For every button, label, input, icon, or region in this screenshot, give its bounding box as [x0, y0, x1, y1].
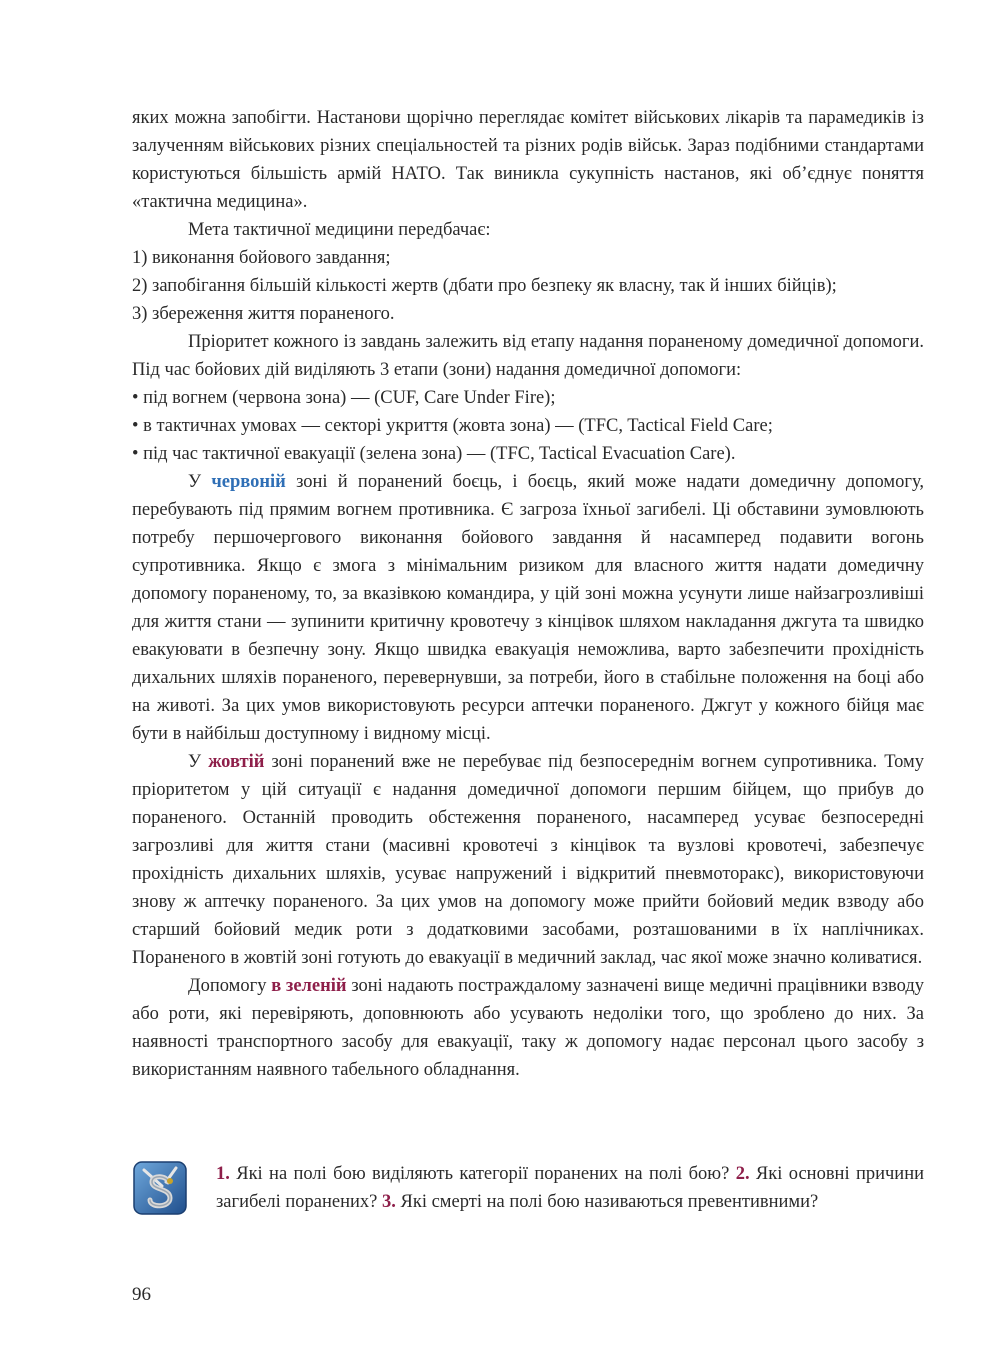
- paragraph-priority: Пріоритет кожного із завдань залежить від етапу надання пораненому домедичної допомоги. Під час бойових дій виділяють 3 етапи (зони) надання домедичної допомоги:: [132, 332, 924, 380]
- paragraph-red-zone: [132, 468, 924, 748]
- red-zone-text: зоні й поранений боєць, і боєць, який може надати домедичну допомогу, перебувають під прямим вогнем противника. Є загроза їхньої загибелі. Ці обставини зумовлюють потребу першочергового виконання бойового завдання й насамперед подавити вогонь супротивника. Якщо є змога з мінімальним ризиком для власного життя надати домедичну допомогу пораненому, то, за вказівкою командира, у цій зоні можна усунути лише найзагрозливіші для життя стани — зупинити критичну кровотечу з кінцівок шляхом накладання джгута та швидко евакуювати в безпечну зону. Якщо швидка евакуація неможлива, варто забезпечити прохідність дихальних шляхів пораненого, перевернувши, за потреби, його в стабільне положення на боці або на животі. За цих умов використовують ресурси аптечки пораненого. Джгут у кожного бійця має бути в найбільш доступному і видному місці.: [132, 472, 924, 744]
- red-zone-highlight: червоній: [211, 472, 286, 492]
- page-body: [132, 104, 924, 1084]
- question-snake-icon: [132, 1160, 188, 1216]
- questions-text: [216, 1160, 924, 1216]
- question-3-text: Які смерті на полі бою називаються превентивними?: [395, 1192, 819, 1212]
- yellow-zone-highlight: жовтій: [208, 752, 265, 772]
- question-3-number: 3.: [382, 1192, 396, 1212]
- paragraph-yellow-zone: [132, 748, 924, 972]
- page-number: 96: [132, 1284, 151, 1305]
- yellow-zone-text: зоні поранений вже не перебуває під безпосереднім вогнем супротивника. Тому пріоритетом у цій ситуації є надання домедичної допомоги першим бійцем, що прибув до пораненого. Останній проводить обстеження пораненого, насамперед усуває безпосередні загрозливі для життя стани (масивні кровотечі з кінцівок та вузлові кровотечі, забезпечує прохідність дихальних шляхів, усуває напружений і відкритий пневмоторакс), використовуючи знову ж аптечку пораненого. За цих умов на допомогу може прийти бойовий медик взводу або старший бойовий медик роти з додатковими засобами, розташованими в їх наплічниках. Пораненого в жовтій зоні готують до евакуації в медичний заклад, час якої може значно коливатися.: [132, 752, 924, 968]
- red-zone-pre: У: [188, 472, 212, 492]
- paragraph-intro: яких можна запобігти. Настанови щорічно переглядає комітет військових лікарів та парамедиків із залученням військових різних спеціальностей та різних родів військ. Зараз подібними стандартами користуються більшість армій НАТО. Так виникла сукупність настанов, які об’єднує поняття «тактична медицина».: [132, 108, 924, 212]
- question-1-number: 1.: [216, 1164, 230, 1184]
- bullet-yellow-zone: • в тактичнах умовах — секторі укриття (жовта зона) — (TFC, Tactical Field Care;: [132, 416, 773, 436]
- paragraph-goal: Мета тактичної медицини передбачає:: [188, 220, 491, 240]
- green-zone-highlight: в зеленій: [271, 976, 347, 996]
- question-1-text: Які на полі бою виділяють категорії поранених на полі бою?: [229, 1164, 736, 1184]
- review-questions: [132, 1160, 924, 1224]
- green-zone-text: зоні надають постраждалому зазначені вище медичні працівники взводу або роти, які перевіряють, доповнюють або усувають недоліки того, що зроблено до них. За наявності транспортного засобу для евакуації, таку ж допомогу надає персонал цього засобу з використанням наявного табельного обладнання.: [132, 976, 925, 1080]
- question-2-text: Які основні причини загибелі поранених?: [216, 1164, 925, 1212]
- paragraph-green-zone: [132, 972, 924, 1084]
- list-item-2: 2) запобігання більшій кількості жертв (дбати про безпеку як власну, так й інших бійців);: [132, 276, 837, 296]
- yellow-zone-pre: У: [188, 752, 209, 772]
- bullet-green-zone: • під час тактичної евакуації (зелена зона) — (TFC, Tactical Evacuation Care).: [132, 444, 736, 464]
- list-item-1: 1) виконання бойового завдання;: [132, 248, 391, 268]
- list-item-3: 3) збереження життя пораненого.: [132, 304, 395, 324]
- question-2-number: 2.: [735, 1164, 750, 1184]
- green-zone-pre: Допомогу: [188, 976, 272, 996]
- bullet-red-zone: • під вогнем (червона зона) — (CUF, Care Under Fire);: [132, 388, 556, 408]
